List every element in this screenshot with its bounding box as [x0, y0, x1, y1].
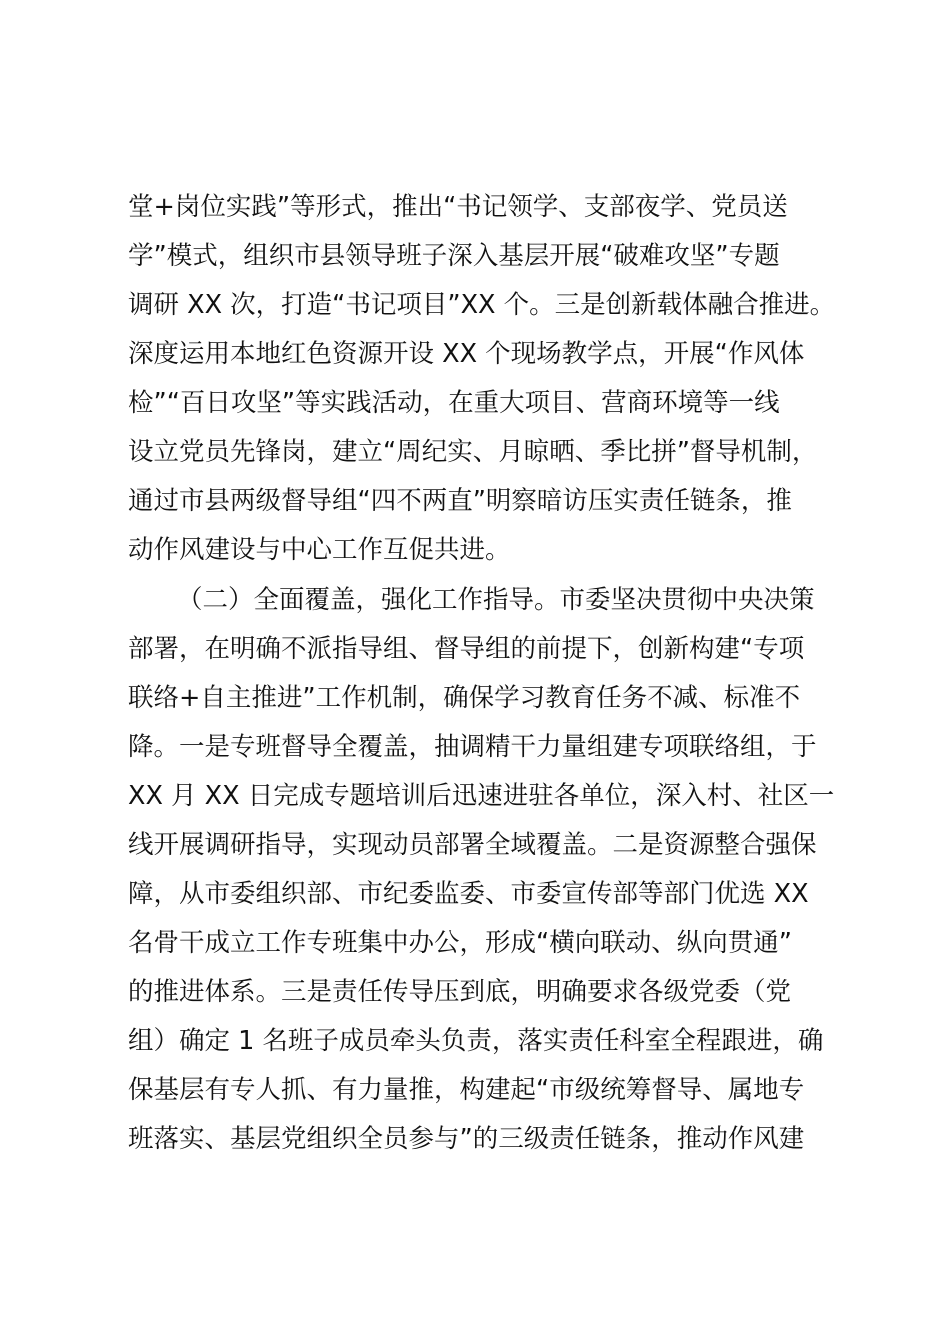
- paragraph-line: 障，从市委组织部、市纪委监委、市委宣传部等部门优选 XX: [128, 879, 809, 909]
- paragraph-line: XX 月 XX 日完成专题培训后迅速进驻各单位，深入村、社区一: [128, 781, 835, 811]
- paragraph-line: 名骨干成立工作专班集中办公，形成“横向联动、纵向贯通”: [128, 928, 792, 958]
- paragraph-line: 组）确定 1 名班子成员牵头负责，落实责任科室全程跟进，确: [128, 1026, 824, 1056]
- paragraph-line: 深度运用本地红色资源开设 XX 个现场教学点，开展“作风体: [128, 339, 805, 369]
- paragraph-line: 联络+自主推进”工作机制，确保学习教育任务不减、标准不: [128, 683, 801, 713]
- paragraph-line: 通过市县两级督导组“四不两直”明察暗访压实责任链条，推: [128, 486, 792, 516]
- paragraph-line: 学”模式，组织市县领导班子深入基层开展“破难攻坚”专题: [128, 241, 780, 271]
- paragraph-line: 线开展调研指导，实现动员部署全域覆盖。二是资源整合强保: [128, 830, 817, 860]
- paragraph-line: 班落实、基层党组织全员参与”的三级责任链条，推动作风建: [128, 1124, 805, 1154]
- paragraph-line: 降。一是专班督导全覆盖，抽调精干力量组建专项联络组，于: [128, 732, 817, 762]
- section-heading-line: （二）全面覆盖，强化工作指导。市委坚决贯彻中央决策: [177, 585, 815, 615]
- paragraph-line: 动作风建设与中心工作互促共进。: [128, 535, 511, 565]
- paragraph-line: 调研 XX 次，打造“书记项目”XX 个。三是创新载体融合推进。: [128, 290, 836, 320]
- paragraph-line: 的推进体系。三是责任传导压到底，明确要求各级党委（党: [128, 977, 792, 1007]
- paragraph-line: 检”“百日攻坚”等实践活动，在重大项目、营商环境等一线: [128, 388, 780, 418]
- paragraph-line: 保基层有专人抓、有力量推，构建起“市级统筹督导、属地专: [128, 1075, 805, 1105]
- paragraph-line: 设立党员先锋岗，建立“周纪实、月晾晒、季比拼”督导机制，: [128, 437, 818, 467]
- paragraph-line: 部署，在明确不派指导组、督导组的前提下，创新构建“专项: [128, 634, 805, 664]
- paragraph-line: 堂+岗位实践”等形式，推出“书记领学、支部夜学、党员送: [128, 192, 788, 222]
